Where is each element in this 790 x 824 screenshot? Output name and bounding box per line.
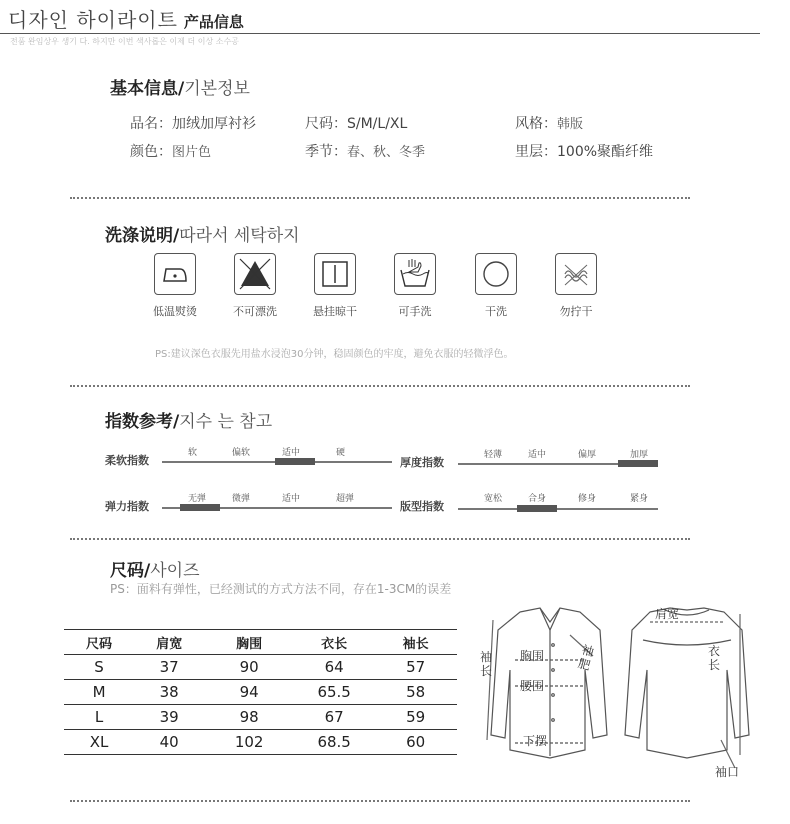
wash-title: 洗涤说明/따라서 세탁하지 <box>105 226 300 246</box>
care-item-no-bleach <box>225 253 285 319</box>
care-item-no-wring <box>546 253 606 319</box>
section-divider <box>70 385 690 387</box>
index-title: 指数参考/지수 는 참고 <box>105 412 273 432</box>
wash-ps-note: PS:建议深色衣服先用盐水浸泡30分钟，稳固颜色的牢度，避免衣服的轻微浮色。 <box>155 349 514 360</box>
care-label: 不可漂洗 <box>233 305 277 318</box>
header-title-cn: 产品信息 <box>183 13 244 31</box>
low-temp-iron-icon <box>154 253 196 295</box>
care-label: 干洗 <box>485 305 507 318</box>
table-header-row: 尺码 肩宽 胸围 衣长 袖长 <box>64 630 457 655</box>
section-divider <box>70 197 690 199</box>
label-cuff: 袖口 <box>715 765 740 779</box>
table-row: L 39 98 67 59 <box>64 705 457 730</box>
label-hem: 下摆 <box>523 734 548 748</box>
shirt-diagram <box>465 600 755 780</box>
header-subtitle: 전품 완임상우 생기 다. 하지만 이번 색사롭은 이제 더 이상 소수공 <box>10 37 239 46</box>
table-row: M 38 94 65.5 58 <box>64 680 457 705</box>
label-sleeve: 袖长 <box>480 650 493 678</box>
info-style: 风格：韩版 <box>515 116 584 132</box>
info-lining: 里层：100%聚酯纤维 <box>515 144 654 160</box>
thickness-marker <box>618 460 658 467</box>
section-divider <box>70 538 690 540</box>
care-label: 勿拧干 <box>559 305 593 318</box>
label-shoulder: 肩宽 <box>655 607 680 621</box>
hand-wash-icon <box>394 253 436 295</box>
label-length: 衣长 <box>708 644 721 672</box>
care-label: 悬挂晾干 <box>313 305 357 318</box>
dry-clean-icon <box>475 253 517 295</box>
label-waist: 腰围 <box>520 679 545 693</box>
size-title: 尺码/사이즈 <box>110 561 200 581</box>
label-arm: 袖肥 <box>576 642 596 673</box>
elasticity-marker <box>180 504 220 511</box>
section-divider <box>70 800 690 802</box>
size-table <box>64 629 457 755</box>
hang-dry-icon <box>314 253 356 295</box>
no-wring-icon <box>555 253 597 295</box>
label-chest: 胸围 <box>520 649 545 663</box>
table-row: S 37 90 64 57 <box>64 655 457 680</box>
basic-info-title: 基本信息/기본정보 <box>110 79 250 99</box>
no-bleach-icon <box>234 253 276 295</box>
table-row: XL 40 102 68.5 60 <box>64 730 457 755</box>
header-divider <box>0 33 760 34</box>
care-item-hang-dry <box>305 253 365 319</box>
fit-marker <box>517 505 557 512</box>
info-season: 季节：春、秋、冬季 <box>305 144 426 160</box>
info-name: 品名：加绒加厚衬衫 <box>130 116 256 132</box>
softness-marker <box>275 458 315 465</box>
care-label: 低温熨烫 <box>153 305 197 318</box>
care-item-dry-clean <box>466 253 526 319</box>
info-size: 尺码：S/M/L/XL <box>305 116 408 132</box>
care-item-iron <box>145 253 205 319</box>
care-label: 可手洗 <box>398 305 432 318</box>
header-title-ko: 디자인 하이라이트 <box>8 8 178 32</box>
care-item-hand-wash <box>385 253 445 319</box>
info-color: 颜色：图片色 <box>130 144 212 160</box>
page-header <box>8 4 244 33</box>
size-ps-note: PS：面料有弹性，已经测试的方式方法不同，存在1-3CM的误差 <box>110 582 452 596</box>
